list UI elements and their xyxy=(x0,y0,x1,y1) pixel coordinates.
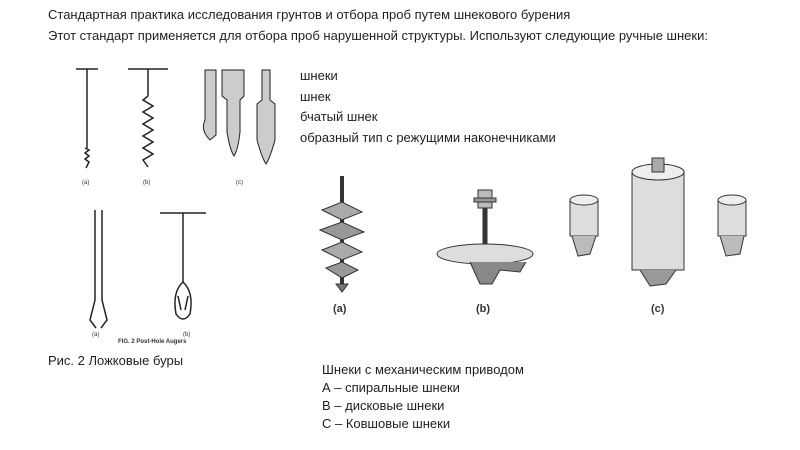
post-hole-caption: Рис. 2 Ложковые буры xyxy=(48,353,184,368)
intro-text: Этот стандарт применяется для отбора проб нарушенной структуры. Используют следующие ручные шнеки: xyxy=(48,28,708,43)
list-item: шнеки xyxy=(300,68,338,83)
powered-augers-title: Шнеки с механическим приводом xyxy=(322,362,524,377)
powered-augers-text xyxy=(322,361,524,433)
powered-auger-label: (c) xyxy=(651,303,665,315)
list-item: образный тип с режущими наконечниками xyxy=(300,129,556,145)
powered-auger-a-illustration xyxy=(320,176,364,292)
post-hole-label: (a) xyxy=(92,332,100,338)
hand-auger-b-illustration xyxy=(128,69,168,167)
powered-auger-c-illustration xyxy=(570,158,746,286)
list-item: А – спиральные шнеки xyxy=(322,380,460,395)
list-item: С – Ковшовые шнеки xyxy=(322,416,451,431)
page-title: Стандартная практика исследования грунтов и отбора проб путем шнекового бурения xyxy=(48,7,571,22)
post-hole-fig-caption: FIG. 2 Post-Hole Augers xyxy=(118,339,187,345)
post-hole-label: (b) xyxy=(183,332,191,338)
hand-auger-list xyxy=(300,66,556,148)
hand-auger-label: (c) xyxy=(236,180,243,186)
hand-auger-label: (b) xyxy=(143,180,151,186)
powered-auger-b-illustration xyxy=(437,190,533,284)
list-item: бчатый шнек xyxy=(300,109,378,124)
hand-auger-a-illustration xyxy=(76,69,98,168)
post-hole-auger-b-illustration xyxy=(160,213,206,319)
powered-auger-label: (a) xyxy=(333,303,347,315)
powered-auger-label: (b) xyxy=(476,303,491,315)
hand-auger-label: (a) xyxy=(82,180,90,186)
list-item: В – дисковые шнеки xyxy=(322,398,445,413)
list-item: шнек xyxy=(300,88,331,104)
hand-auger-c-illustration xyxy=(203,70,275,164)
post-hole-auger-a-illustration xyxy=(90,210,107,328)
